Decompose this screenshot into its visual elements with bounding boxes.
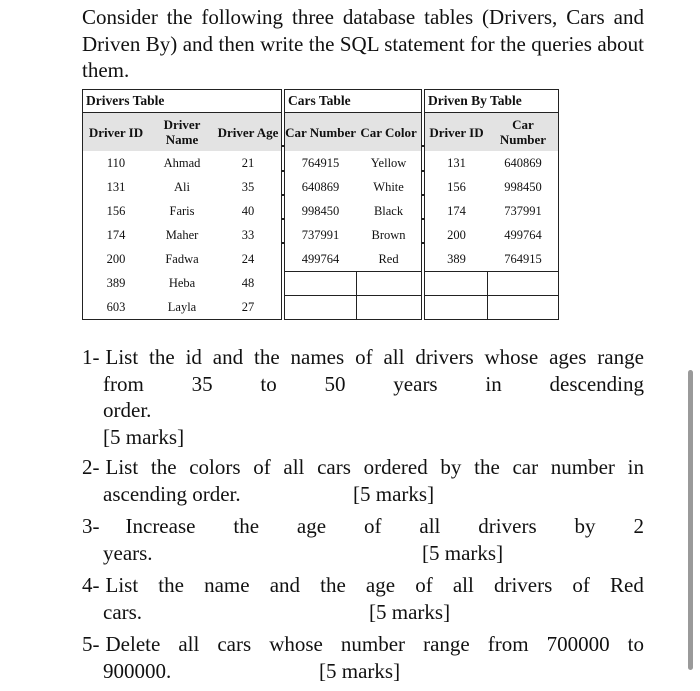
- cars-cell: Red: [378, 251, 399, 266]
- driven-by-cell: 200: [447, 227, 466, 242]
- word: the: [150, 455, 177, 479]
- separator-dash: [281, 170, 285, 172]
- q4-marks: [5 marks]: [369, 599, 451, 624]
- driven-by-table-body: [425, 151, 559, 272]
- word: Increase: [125, 514, 196, 538]
- word: List: [105, 455, 139, 479]
- drivers-row: [83, 295, 282, 320]
- driven-by-cell: 131: [447, 155, 466, 170]
- blank-cell: [356, 272, 421, 296]
- driven-by-cell: 389: [447, 251, 466, 266]
- q2-line2: [82, 481, 644, 508]
- word: all: [383, 345, 405, 369]
- drivers-cell: 35: [241, 179, 255, 194]
- q2-line2-text: ascending order.: [103, 481, 241, 506]
- word: name: [204, 573, 250, 597]
- drivers-cell: 389: [106, 275, 126, 290]
- q5-line2: [82, 658, 644, 685]
- q1-line2: [82, 371, 644, 398]
- word: range: [423, 632, 470, 656]
- word: age: [296, 514, 327, 538]
- word: of: [415, 573, 433, 597]
- driven-by-cell: 499764: [504, 227, 542, 242]
- word: age: [365, 573, 396, 597]
- word: and: [212, 345, 244, 369]
- cars-blank-row: [285, 272, 422, 296]
- separator-dash: [421, 170, 425, 172]
- cars-row: [285, 223, 422, 247]
- q3-line1: [82, 513, 644, 540]
- word: the: [320, 573, 346, 597]
- drivers-row: [83, 199, 282, 223]
- separator-dash: [421, 242, 425, 244]
- question-5: [82, 631, 644, 684]
- blank-cell: [488, 296, 559, 320]
- q5-line1: [82, 631, 644, 658]
- cars-cell: 737991: [301, 227, 340, 242]
- word: to: [260, 371, 277, 396]
- driven-by-row: [425, 223, 559, 247]
- q1-marks: [5 marks]: [103, 424, 185, 449]
- question-2: [82, 454, 644, 507]
- drivers-row: [83, 223, 282, 247]
- word: 2: [633, 514, 644, 538]
- cars-cell: Yellow: [370, 155, 407, 170]
- driven-by-row: [425, 199, 559, 223]
- word: to: [627, 632, 644, 656]
- word: by: [440, 455, 462, 479]
- drivers-row: [83, 247, 282, 271]
- separator-dash: [281, 194, 285, 196]
- word: from: [487, 632, 529, 656]
- word: 35: [191, 371, 213, 396]
- q1-words-2: [103, 371, 644, 398]
- drivers-cell: Maher: [165, 227, 199, 242]
- driven-by-cell: 764915: [504, 251, 542, 266]
- driven-by-cell: 156: [447, 179, 466, 194]
- q3-number: 3-: [82, 514, 100, 538]
- q1-line1: [82, 344, 644, 371]
- driven-by-cell: 640869: [504, 155, 542, 170]
- drivers-cell: 156: [106, 203, 126, 218]
- word: years: [393, 371, 438, 396]
- drivers-header-name: Driver Name: [149, 113, 215, 152]
- separator-dash: [421, 145, 425, 147]
- driven-blank-row: [425, 296, 559, 320]
- word: the: [149, 345, 175, 369]
- driven-header-car-number: Car Number: [488, 113, 559, 152]
- word: of: [355, 345, 373, 369]
- cars-cell: Brown: [371, 227, 406, 242]
- word: all: [178, 632, 200, 656]
- word: ordered: [363, 455, 428, 479]
- cars-header-color: Car Color: [356, 113, 421, 152]
- drivers-cell: Ali: [174, 179, 190, 194]
- q2-line1: [82, 454, 644, 481]
- cars-table: [284, 89, 422, 320]
- q3-words: [126, 513, 645, 540]
- cars-cell: Black: [373, 203, 404, 218]
- driven-by-table: [424, 89, 559, 320]
- word: number: [550, 455, 615, 479]
- word: drivers: [415, 345, 474, 369]
- drivers-cell: Faris: [169, 203, 195, 218]
- drivers-cell: 110: [106, 155, 126, 170]
- driven-by-row: [425, 151, 559, 175]
- word: by: [574, 514, 596, 538]
- driven-by-row: [425, 247, 559, 272]
- cars-table-body: [285, 151, 422, 272]
- driven-by-cell: 737991: [504, 203, 542, 218]
- cars-header-number: Car Number: [285, 113, 357, 152]
- separator-dash: [421, 194, 425, 196]
- word: the: [233, 514, 260, 538]
- drivers-cell: Fadwa: [165, 251, 199, 266]
- word: of: [253, 455, 271, 479]
- cars-cell: 998450: [301, 203, 340, 218]
- word: Red: [610, 573, 644, 597]
- drivers-cell: Heba: [168, 275, 196, 290]
- q2-number: 2-: [82, 455, 100, 479]
- word: all: [452, 573, 474, 597]
- question-3: [82, 513, 644, 566]
- cars-row: [285, 199, 422, 223]
- separator-dash: [421, 218, 425, 220]
- drivers-row: [83, 151, 282, 175]
- word: of: [572, 573, 590, 597]
- q5-marks: [5 marks]: [319, 658, 401, 683]
- q2-marks: [5 marks]: [353, 481, 435, 506]
- q2-words: [106, 454, 645, 481]
- blank-cell: [356, 296, 421, 320]
- word: from: [103, 371, 144, 396]
- driven-by-table-title: Driven By Table: [425, 90, 559, 113]
- scrollbar-thumb[interactable]: [688, 370, 693, 670]
- cars-cell: 764915: [301, 155, 340, 170]
- word: all: [283, 455, 305, 479]
- word: the: [254, 345, 280, 369]
- drivers-cell: 40: [241, 203, 255, 218]
- q1-line3: order.: [103, 398, 152, 422]
- q4-line2: [82, 599, 644, 626]
- word: 700000: [546, 632, 610, 656]
- drivers-cell: 174: [106, 227, 126, 242]
- drivers-row: [83, 175, 282, 199]
- driven-blank-row: [425, 272, 559, 296]
- word: drivers: [493, 573, 553, 597]
- blank-cell: [488, 272, 559, 296]
- word: List: [105, 345, 139, 369]
- drivers-table-body: [83, 151, 282, 320]
- separator-dash: [281, 145, 285, 147]
- drivers-cell: 200: [106, 251, 126, 266]
- q5-number: 5-: [82, 632, 100, 656]
- separator-dash: [281, 242, 285, 244]
- cars-cell: 640869: [301, 179, 340, 194]
- word: Delete: [105, 632, 161, 656]
- q4-words: [106, 572, 645, 599]
- word: drivers: [478, 514, 537, 538]
- drivers-table-title: Drivers Table: [83, 90, 282, 113]
- cars-cell: White: [373, 179, 404, 194]
- cars-row: [285, 175, 422, 199]
- driven-by-cell: 998450: [504, 179, 542, 194]
- word: List: [105, 573, 139, 597]
- word: the: [158, 573, 184, 597]
- drivers-cell: 24: [241, 251, 255, 266]
- word: 50: [324, 371, 346, 396]
- q5-words: [106, 631, 645, 658]
- word: in: [485, 371, 502, 396]
- drivers-header-id: Driver ID: [83, 113, 150, 152]
- cars-cell: 499764: [301, 251, 340, 266]
- word: all: [419, 514, 441, 538]
- q1-number: 1-: [82, 345, 100, 369]
- q4-line1: [82, 572, 644, 599]
- word: names: [290, 345, 345, 369]
- blank-cell: [285, 272, 357, 296]
- word: cars: [217, 632, 252, 656]
- driven-by-cell: 174: [447, 203, 466, 218]
- drivers-cell: 27: [241, 299, 255, 314]
- separator-dash: [281, 218, 285, 220]
- word: car: [512, 455, 539, 479]
- questions-list: [82, 344, 644, 684]
- word: and: [269, 573, 301, 597]
- word: whose: [269, 632, 323, 656]
- word: in: [627, 455, 644, 479]
- q5-line2-text: 900000.: [103, 658, 172, 683]
- question-4: [82, 572, 644, 625]
- drivers-row: [83, 271, 282, 295]
- drivers-cell: Layla: [167, 299, 197, 314]
- word: the: [474, 455, 500, 479]
- q1-words: [106, 344, 645, 371]
- word: ages: [549, 345, 587, 369]
- word: whose: [484, 345, 539, 369]
- q4-number: 4-: [82, 573, 100, 597]
- word: colors: [189, 455, 241, 479]
- word: range: [597, 345, 644, 369]
- question-1: [82, 344, 644, 450]
- word: id: [185, 345, 202, 369]
- q3-line2-text: years.: [103, 540, 153, 565]
- drivers-cell: 48: [241, 275, 255, 290]
- drivers-cell: 21: [241, 155, 255, 170]
- q4-line2-text: cars.: [103, 599, 143, 624]
- cars-row: [285, 151, 422, 175]
- drivers-cell: 33: [241, 227, 255, 242]
- drivers-cell: Ahmad: [163, 155, 201, 170]
- blank-cell: [425, 272, 488, 296]
- driven-header-driver-id: Driver ID: [425, 113, 488, 152]
- word: number: [340, 632, 406, 656]
- blank-cell: [285, 296, 357, 320]
- driven-by-row: [425, 175, 559, 199]
- drivers-table: [82, 89, 282, 320]
- blank-cell: [425, 296, 488, 320]
- intro-paragraph: Consider the following three database tables (Drivers, Cars and Driven By) and then write the SQL statement for the queries about them.: [82, 5, 644, 82]
- drivers-cell: 603: [106, 299, 126, 314]
- drivers-header-age: Driver Age: [215, 113, 282, 152]
- word: cars: [317, 455, 351, 479]
- drivers-cell: 131: [106, 179, 126, 194]
- q3-marks: [5 marks]: [422, 540, 504, 565]
- word: of: [363, 514, 382, 538]
- q3-line2: [82, 540, 644, 567]
- cars-row: [285, 247, 422, 272]
- cars-table-title: Cars Table: [285, 90, 422, 113]
- cars-blank-row: [285, 296, 422, 320]
- word: descending: [549, 371, 644, 396]
